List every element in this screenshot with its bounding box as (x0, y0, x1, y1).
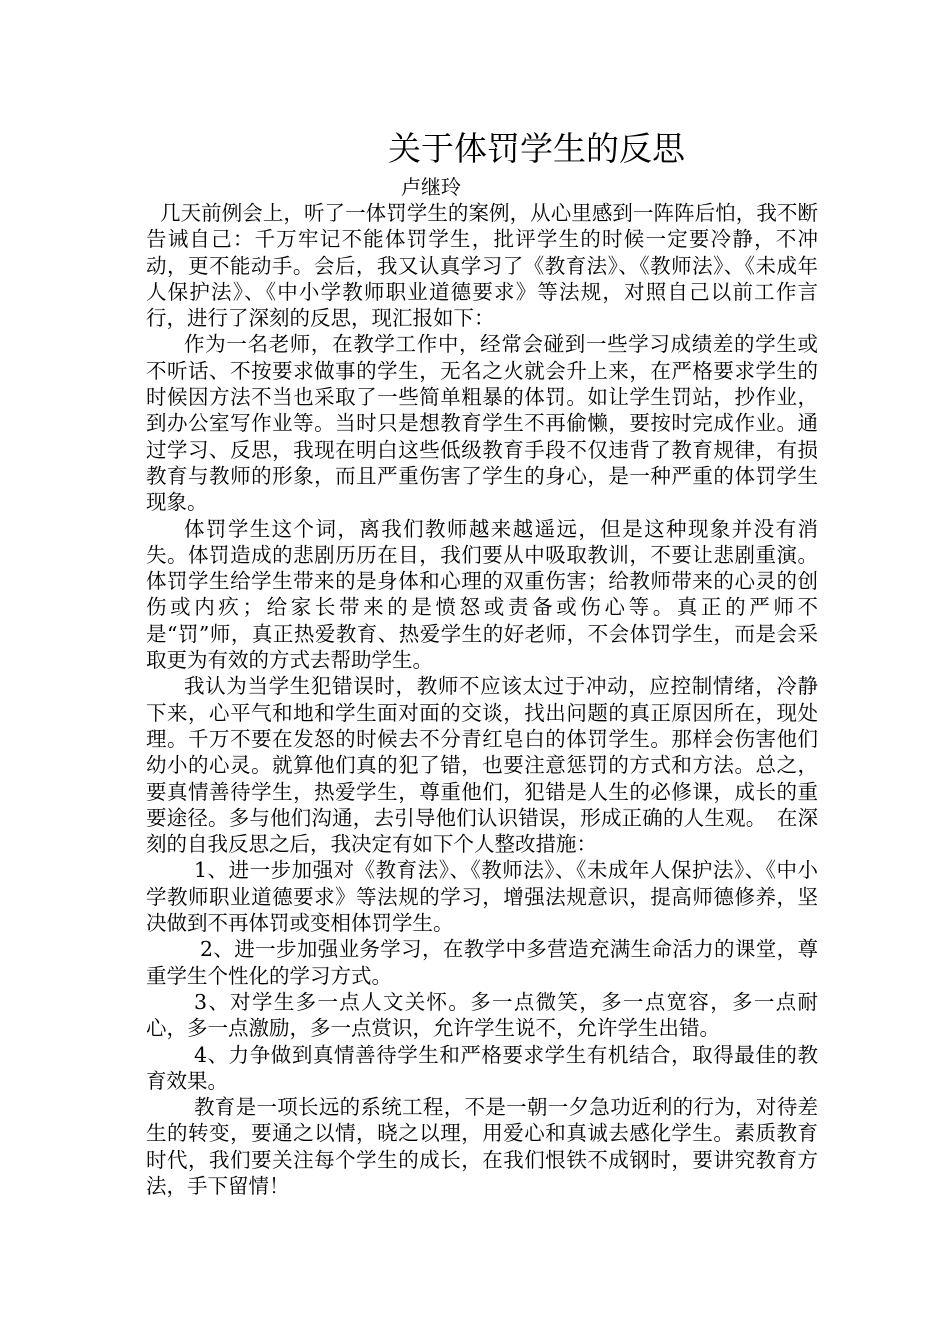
measure-item-3: 3、对学生多一点人文关怀。多一点微笑，多一点宽容，多一点耐心，多一点激励，多一点赏识，允许学生说不，允许学生出错。 (146, 989, 818, 1041)
measure-item-4: 4、力争做到真情善待学生和严格要求学生有机结合，取得最佳的教育效果。 (146, 1042, 818, 1093)
document-title: 关于体罚学生的反思 (388, 129, 685, 168)
paragraph-conclusion: 教育是一项长远的系统工程，不是一朝一夕急功近利的行为，对待差生的转变，要通之以情，晓之以理，用爱心和真诚去感化学生。素质教育时代，我们要关注每个学生的成长，在我们恨铁不成钢时，要讲究教育方法，手下留情！ (146, 1095, 818, 1198)
measure-item-2: 2、进一步加强业务学习，在教学中多营造充满生命活力的课堂，尊重学生个性化的学习方式。 (146, 937, 818, 988)
author-name: 卢继玲 (401, 175, 461, 199)
paragraph-corporal-punishment: 体罚学生这个词，离我们教师越来越遥远，但是这种现象并没有消失。体罚造成的悲剧历历在目，我们要从中吸取教训，不要让悲剧重演。体罚学生给学生带来的是身体和心理的双重伤害；给教师带来的心灵的创伤或内疚；给家长带来的是愤怒或责备或伤心等。真正的严师不是“罚”师，真正热爱教育、热爱学生的好老师，不会体罚学生，而是会采取更为有效的方式去帮助学生。 (146, 516, 818, 673)
paragraph-opinion: 我认为当学生犯错误时，教师不应该太过于冲动，应控制情绪，冷静下来，心平气和地和学生面对面的交谈，找出问题的真正原因所在，现处理。千万不要在发怒的时候去不分青红皂白的体罚学生。那样会伤害他们幼小的心灵。就算他们真的犯了错，也要注意惩罚的方式和方法。总之，要真情善待学生，热爱学生，尊重他们，犯错是人生的必修课，成长的重要途径。多与他们沟通，去引导他们认识错误，形成正确的人生观。 在深刻的自我反思之后，我决定有如下个人整改措施： (146, 674, 818, 857)
paragraph-reflection: 作为一名老师，在教学工作中，经常会碰到一些学习成绩差的学生或不听话、不按要求做事的学生，无名之火就会升上来，在严格要求学生的时候因方法不当也采取了一些简单粗暴的体罚。如让学生罚站，抄作业，到办公室写作业等。当时只是想教育学生不再偷懒，要按时完成作业。通过学习、反思，我现在明白这些低级教育手段不仅违背了教育规律，有损教育与教师的形象，而且严重伤害了学生的身心，是一种严重的体罚学生现象。 (146, 332, 818, 515)
paragraph-intro: 几天前例会上，听了一体罚学生的案例，从心里感到一阵阵后怕，我不断告诫自己：千万牢记不能体罚学生，批评学生的时候一定要冷静，不冲动，更不能动手。会后，我又认真学习了《教育法》、《教师法》、《未成年人保护法》、《中小学教师职业道德要求》等法规，对照自己以前工作言行，进行了深刻的反思，现汇报如下： (146, 201, 818, 331)
measure-item-1: 1、进一步加强对《教育法》、《教师法》、《未成年人保护法》、《中小学教师职业道德要求》等法规的学习，增强法规意识，提高师德修养，坚决做到不再体罚或变相体罚学生。 (146, 858, 818, 936)
document-body (146, 200, 818, 1199)
